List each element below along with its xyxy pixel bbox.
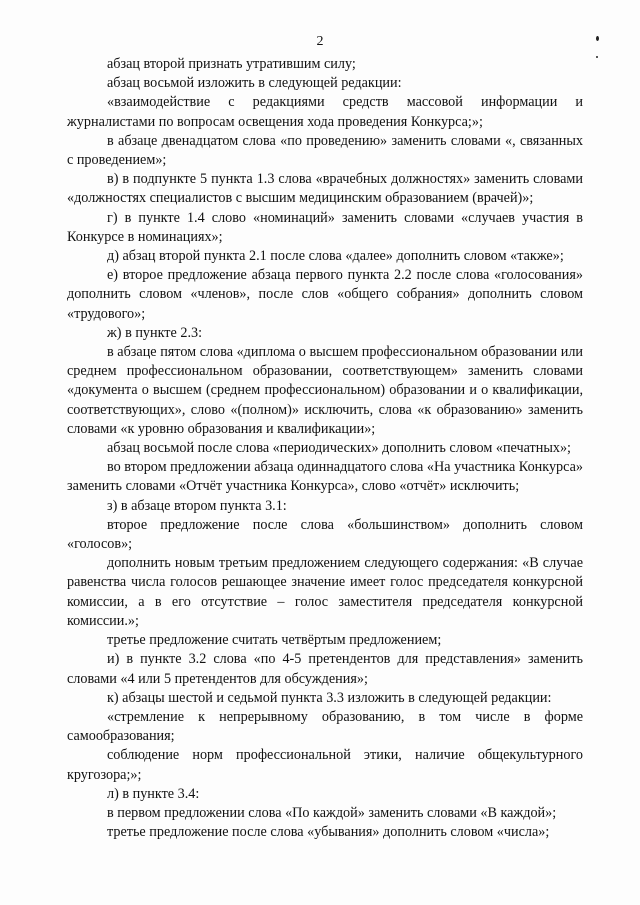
paragraph: абзац второй признать утратившим силу; <box>107 56 356 72</box>
paragraph: соблюдение норм профессиональной этики, наличие общекультурного кругозора;»; <box>67 747 583 783</box>
paragraph: д) абзац второй пункта 2.1 после слова «далее» дополнить словом «также»; <box>107 248 564 265</box>
paragraph: второе предложение после слова «большинством» дополнить словом «голосов»; <box>67 516 583 553</box>
paragraph: во втором предложении абзаца одиннадцатого слова «На участника Конкурса» заменить словами «Отчёт участника Конкурса», слово «отчёт» исключить; <box>67 459 583 495</box>
paragraph: и) в пункте 3.2 слова «по 4-5 претендентов для представления» заменить словами «4 или 5 претендентов для обсуждения»; <box>67 651 583 687</box>
paragraph: дополнить новым третьим предложением следующего содержания: «В случае равенства числа голосов решающее значение имеет голос председателя конкурсной комиссии, а в его отсутствие – голос заместителя председателя конкурсной комиссии.»; <box>67 555 583 629</box>
paragraph: ж) в пункте 2.3: <box>107 324 203 341</box>
paragraph: абзац восьмой изложить в следующей редакции: <box>107 75 402 92</box>
paragraph: г) в пункте 1.4 слово «номинаций» заменить словами «случаев участия в Конкурсе в номинациях»; <box>67 209 583 245</box>
paragraph: л) в пункте 3.4: <box>107 785 200 802</box>
paragraph: «стремление к непрерывному образованию, в том числе в форме самообразования; <box>67 708 583 745</box>
paragraph: з) в абзаце втором пункта 3.1: <box>107 497 287 514</box>
paragraph: к) абзацы шестой и седьмой пункта 3.3 изложить в следующей редакции: <box>107 689 552 706</box>
paragraph: «взаимодействие с редакциями средств массовой информации и журналистами по вопросам освещения хода проведения Конкурса;»; <box>67 94 583 130</box>
paragraph: в абзаце двенадцатом слова «по проведению» заменить словами «, связанных с проведением»; <box>67 132 583 169</box>
scan-speck <box>596 56 598 58</box>
paragraph: е) второе предложение абзаца первого пункта 2.2 после слова «голосования» дополнить словом «членов», после слов «общего собрания» дополнить словом «трудового»; <box>67 267 583 322</box>
page-number: 2 <box>316 34 324 49</box>
paragraph: абзац восьмой после слова «периодических» дополнить словом «печатных»; <box>107 440 572 457</box>
paragraph: в абзаце пятом слова «диплома о высшем профессиональном образовании или среднем профессиональном образовании, соответствующем» заменить словами «документа о высшем (среднем профессиональном) образовании и о квалификации, соответствующих», слово «(полном)» исключить, слова «к образованию» заменить словами «к уровню образования и квалификации»; <box>67 344 583 437</box>
paragraph: в первом предложении слова «По каждой» заменить словами «В каждой»; <box>107 804 557 821</box>
paragraph: третье предложение после слова «убывания» дополнить словом «числа»; <box>107 824 550 841</box>
scan-speck <box>596 36 599 41</box>
paragraph: третье предложение считать четвёртым предложением; <box>107 632 442 649</box>
document-body <box>67 55 583 842</box>
paragraph: в) в подпункте 5 пункта 1.3 слова «врачебных должностях» заменить словами «должностях специалистов с высшим медицинским образованием (врачей)»; <box>67 171 583 207</box>
